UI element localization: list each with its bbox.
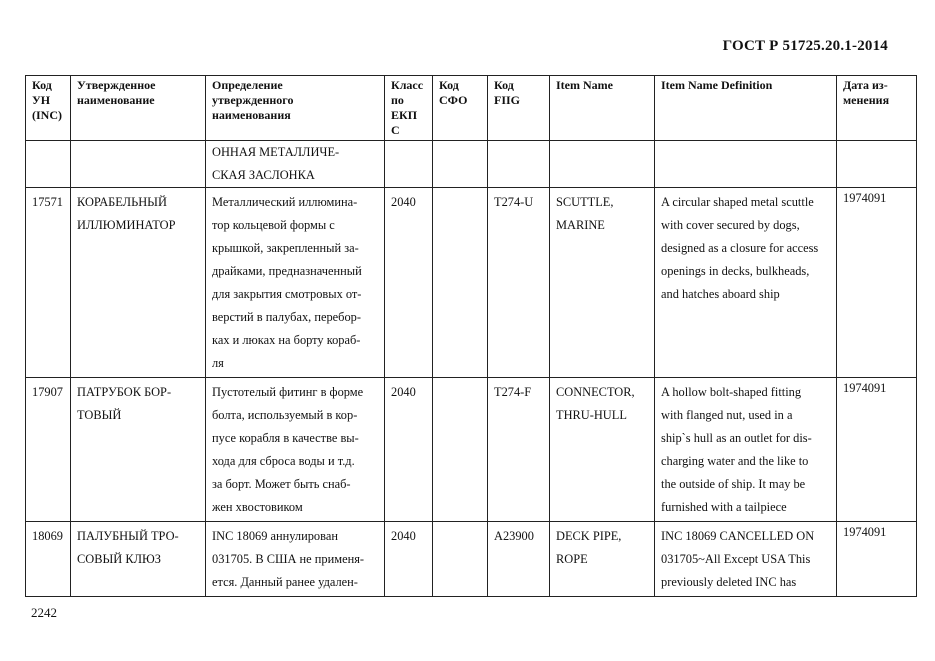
cell-item-definition: [655, 141, 837, 188]
col-header-approved-name: Утвержденное наименование: [71, 76, 206, 141]
col-header-inc: Код УН (INC): [26, 76, 71, 141]
table-header-row: [26, 76, 917, 141]
cell-class: 2040: [385, 378, 433, 522]
cell-inc: 18069: [26, 522, 71, 597]
cell-class: [385, 141, 433, 188]
cell-name: [71, 141, 206, 188]
standard-designation: ГОСТ Р 51725.20.1-2014: [722, 38, 888, 54]
col-header-sfo: Код СФО: [433, 76, 488, 141]
cell-class: 2040: [385, 188, 433, 378]
col-header-definition: Определение утвержденного наименования: [206, 76, 385, 141]
table-row: [26, 378, 917, 522]
cell-item-name: DECK PIPE, ROPE: [550, 522, 655, 597]
table-row: [26, 188, 917, 378]
table-row-continuation: [26, 141, 917, 188]
cell-definition: Пустотелый фитинг в форме болта, используемый в кор- пусе корабля в качестве вы- хода для сброса воды и т.д. за борт. Может быть снаб- жен хвостовиком: [206, 378, 385, 522]
cell-item-definition: INC 18069 CANCELLED ON 031705~All Except USA This previously deleted INC has: [655, 522, 837, 597]
cell-name: ПАТРУБОК БОР- ТОВЫЙ: [71, 378, 206, 522]
cell-fiig: T274-U: [488, 188, 550, 378]
cell-name: КОРАБЕЛЬНЫЙ ИЛЛЮМИНАТОР: [71, 188, 206, 378]
cell-date: 1974091: [837, 378, 917, 522]
cell-item-name: [550, 141, 655, 188]
cell-item-definition: A hollow bolt-shaped fitting with flanged nut, used in a ship`s hull as an outlet for dis- charging water and the like to the outside of ship. It may be furnished with a tailpiece: [655, 378, 837, 522]
col-header-fiig: Код FIIG: [488, 76, 550, 141]
cell-fiig: [488, 141, 550, 188]
page-number: 2242: [31, 605, 57, 620]
cell-inc: [26, 141, 71, 188]
cell-date: 1974091: [837, 188, 917, 378]
col-header-item-definition: Item Name Definition: [655, 76, 837, 141]
cell-name: ПАЛУБНЫЙ ТРО- СОВЫЙ КЛЮЗ: [71, 522, 206, 597]
cell-sfo: [433, 378, 488, 522]
cell-item-definition: A circular shaped metal scuttle with cover secured by dogs, designed as a closure for access openings in decks, bulkheads, and hatches aboard ship: [655, 188, 837, 378]
cell-item-name: CONNECTOR, THRU-HULL: [550, 378, 655, 522]
cell-date: [837, 141, 917, 188]
cell-sfo: [433, 141, 488, 188]
col-header-class: Класс по ЕКП С: [385, 76, 433, 141]
cell-definition: INC 18069 аннулирован 031705. В США не применя- ется. Данный ранее удален-: [206, 522, 385, 597]
cell-definition: Металлический иллюмина- тор кольцевой формы с крышкой, закрепленный за- драйками, предназначенный для закрытия смотровых от- верстий в палубах, перебор- ках и люках на борту кораб- ля: [206, 188, 385, 378]
table-row: [26, 522, 917, 597]
cell-fiig: T274-F: [488, 378, 550, 522]
col-header-change-date: Дата из- менения: [837, 76, 917, 141]
cell-inc: 17907: [26, 378, 71, 522]
cell-sfo: [433, 522, 488, 597]
cell-fiig: A23900: [488, 522, 550, 597]
classification-table: [25, 75, 917, 597]
col-header-item-name: Item Name: [550, 76, 655, 141]
cell-item-name: SCUTTLE, MARINE: [550, 188, 655, 378]
cell-sfo: [433, 188, 488, 378]
cell-class: 2040: [385, 522, 433, 597]
cell-inc: 17571: [26, 188, 71, 378]
cell-definition: ОННАЯ МЕТАЛЛИЧЕ- СКАЯ ЗАСЛОНКА: [206, 141, 385, 188]
cell-date: 1974091: [837, 522, 917, 597]
